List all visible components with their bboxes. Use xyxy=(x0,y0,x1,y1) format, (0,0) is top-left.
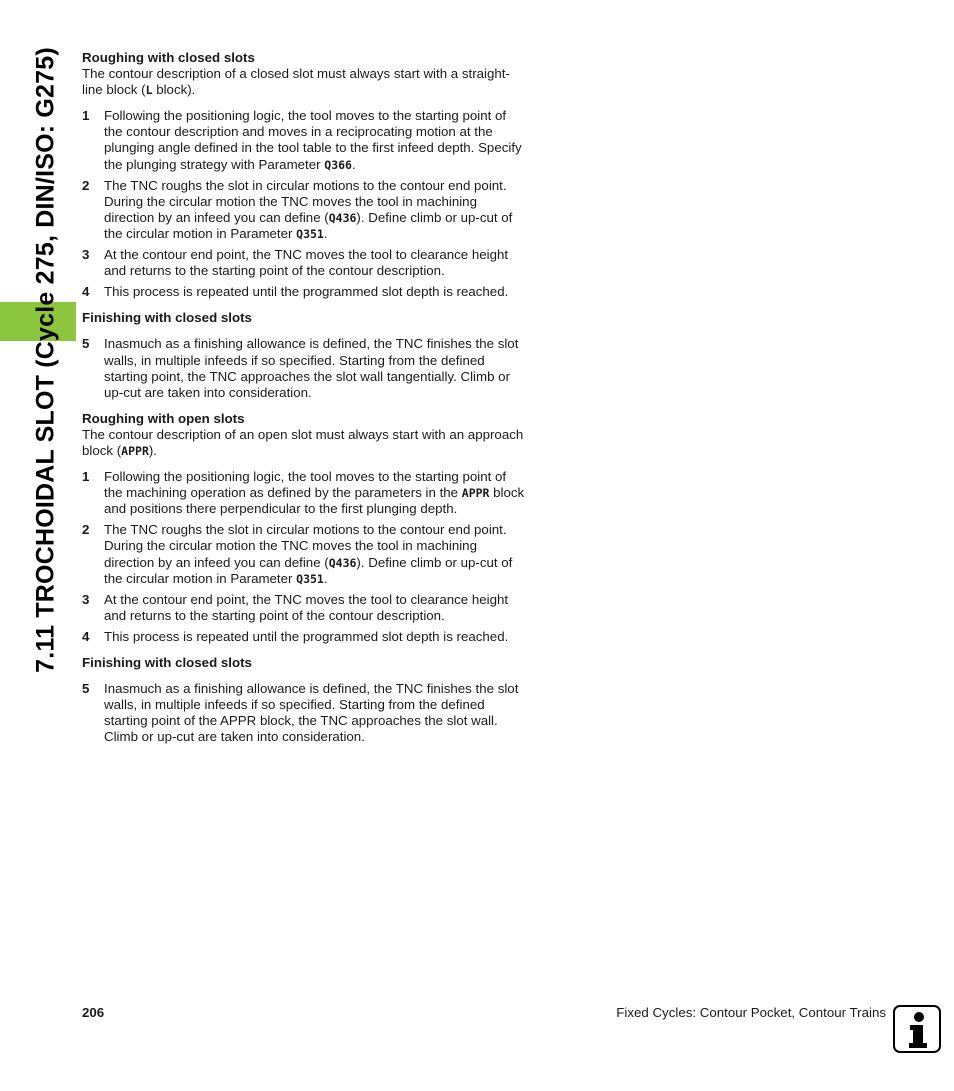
step-list xyxy=(82,681,527,745)
list-item: 3 At the contour end point, the TNC moves the tool to clearance height and returns to the starting point of the contour description. xyxy=(82,591,509,623)
step-number: 2 xyxy=(82,177,90,193)
step-number: 1 xyxy=(82,108,90,124)
step-number: 4 xyxy=(82,284,90,300)
step-list xyxy=(82,336,527,400)
section-intro: The contour description of an open slot must always start with an approach block (APPR). xyxy=(82,426,524,458)
step-number: 4 xyxy=(82,628,90,644)
list-item: 2 The TNC roughs the slot in circular motions to the contour end point. During the circular motion the TNC moves the tool in machining direction by an infeed you can define (Q436). Define climb or up-cut of the circular motion in Parameter Q351. xyxy=(82,522,513,586)
parameter-code: Q366 xyxy=(324,157,352,172)
section-heading: Finishing with closed slots xyxy=(82,310,252,326)
section-heading: Finishing with closed slots xyxy=(82,655,252,670)
list-item: 3 At the contour end point, the TNC moves the tool to clearance height and returns to the starting point of the contour description. xyxy=(82,247,509,279)
step-list xyxy=(82,469,527,645)
parameter-code: APPR xyxy=(461,486,490,501)
info-icon xyxy=(893,1005,941,1053)
step-number: 3 xyxy=(82,591,90,607)
step-number: 3 xyxy=(82,247,90,263)
chapter-title: 7.11 TROCHOIDAL SLOT (Cycle 275, DIN/ISO: G275) xyxy=(31,47,60,673)
list-item: 4 This process is repeated until the programmed slot depth is reached. xyxy=(82,284,509,300)
step-list xyxy=(82,108,527,300)
step-number: 5 xyxy=(82,336,90,352)
section-intro: The contour description of a closed slot must always start with a straight-line block (L block). xyxy=(82,66,510,98)
list-item: 4 This process is repeated until the programmed slot depth is reached. xyxy=(82,628,509,644)
parameter-code: Q436 xyxy=(328,555,357,570)
list-item: 5 Inasmuch as a finishing allowance is defined, the TNC finishes the slot walls, in multiple infeeds if so specified. Starting from the defined starting point, the TNC approaches the slot wall tangentially. Climb or up-cut are taken into consideration. xyxy=(82,336,519,400)
list-item: 5 Inasmuch as a finishing allowance is defined, the TNC finishes the slot walls, in multiple infeeds if so specified. Starting from the defined starting point of the APPR block, the TNC approaches the slot wall. Climb or up-cut are taken into consideration. xyxy=(82,681,519,745)
step-number: 2 xyxy=(82,522,90,538)
step-number: 5 xyxy=(82,681,90,697)
section-heading: Roughing with closed slots xyxy=(82,50,255,65)
list-item: 2 The TNC roughs the slot in circular motions to the contour end point. During the circular motion the TNC moves the tool in machining direction by an infeed you can define (Q436). Define climb or up-cut of the circular motion in Parameter Q351. xyxy=(82,177,513,241)
parameter-code: Q436 xyxy=(328,210,357,225)
parameter-code: Q351 xyxy=(296,571,324,586)
list-item: 1 Following the positioning logic, the tool moves to the starting point of the contour description and moves in a reciprocating motion at the plunging angle defined in the tool table to the first infeed depth. Specify the plunging strategy with Parameter Q366. xyxy=(82,108,522,172)
footer-title: Fixed Cycles: Contour Pocket, Contour Trains xyxy=(616,1005,886,1020)
step-number: 1 xyxy=(82,469,90,485)
list-item: 1 Following the positioning logic, the tool moves to the starting point of the machining operation as defined by the parameters in the APPR block and positions there perpendicular to the first plunging depth. xyxy=(82,469,525,517)
section-heading: Roughing with open slots xyxy=(82,410,245,426)
parameter-code: Q351 xyxy=(296,226,324,241)
page-number: 206 xyxy=(82,1005,105,1020)
page-content xyxy=(82,50,527,755)
